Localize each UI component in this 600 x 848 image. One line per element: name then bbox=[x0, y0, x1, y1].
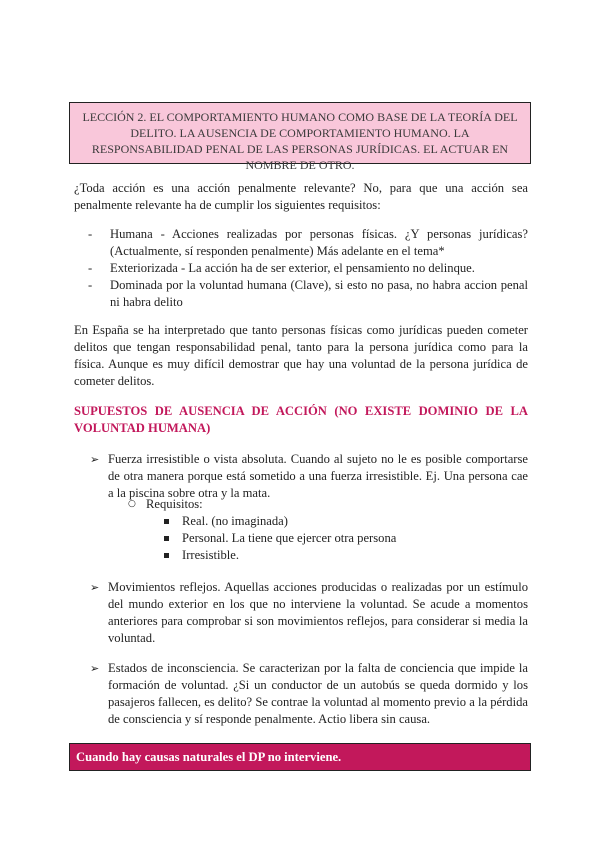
supuesto-text: Movimientos reflejos. Aquellas acciones producidas o realizadas por un estímulo del mundo exterior en los que no interviene la voluntad. Se acude a momentos anteriores para comprobar si son movimientos reflejos, para considerar si media la voluntad. bbox=[108, 580, 528, 645]
list-item-text: Exteriorizada - La acción ha de ser exterior, el pensamiento no delinque. bbox=[110, 261, 475, 275]
list-item-text: Dominada por la voluntad humana (Clave), si esto no pasa, no habra accion penal ni habra delito bbox=[110, 278, 528, 309]
list-item bbox=[74, 260, 528, 277]
arrow-bullet-icon: ➢ bbox=[90, 662, 100, 675]
list-item bbox=[74, 226, 528, 260]
list-item-text: Irresistible. bbox=[182, 548, 240, 562]
supuesto-item bbox=[90, 451, 528, 502]
section-title: SUPUESTOS DE AUSENCIA DE ACCIÓN (NO EXISTE DOMINIO DE LA VOLUNTAD HUMANA) bbox=[74, 404, 528, 435]
list-item bbox=[74, 277, 528, 311]
list-item-text: Real. (no imaginada) bbox=[182, 514, 288, 528]
supuesto-text: Estados de inconsciencia. Se caracterizan por la falta de conciencia que impide la formación de voluntad. ¿Si un conductor de un autobús se queda dormido y los pasajeros fallecen, es delito? Se contrae la voluntad al momento previo a la pérdida de consciencia y sí responde penalmente. Actio libera sin causa. bbox=[108, 661, 528, 726]
list-item bbox=[128, 513, 396, 530]
square-bullet-icon bbox=[164, 519, 169, 524]
sub-requisitos-label: Requisitos: bbox=[146, 497, 203, 511]
lesson-title: LECCIÓN 2. EL COMPORTAMIENTO HUMANO COMO BASE DE LA TEORÍA DEL DELITO. LA AUSENCIA DE COMPORTAMIENTO HUMANO. LA RESPONSABILIDAD PENAL DE LAS PERSONAS JURÍDICAS. EL ACTUAR EN NOMBRE DE OTRO. bbox=[82, 110, 518, 172]
list-item bbox=[128, 530, 396, 547]
supuesto-item bbox=[90, 660, 528, 728]
intro-paragraph: ¿Toda acción es una acción penalmente relevante? No, para que una acción sea penalmente relevante ha de cumplir los siguientes requisitos: bbox=[74, 181, 528, 212]
square-bullet-icon bbox=[164, 553, 169, 558]
arrow-bullet-icon: ➢ bbox=[90, 453, 100, 466]
lesson-title-box bbox=[69, 102, 531, 172]
dash-bullet: - bbox=[88, 261, 93, 275]
square-bullet-icon bbox=[164, 536, 169, 541]
arrow-bullet-icon: ➢ bbox=[90, 581, 100, 594]
espana-paragraph: En España se ha interpretado que tanto personas físicas como jurídicas pueden cometer delitos que tengan responsabilidad penal, tanto para la persona jurídica como para la física. Aunque es muy difícil demostrar que hay una voluntad de la persona jurídica de cometer delitos. bbox=[74, 323, 528, 388]
supuesto-item bbox=[90, 579, 528, 647]
highlight-text: Cuando hay causas naturales el DP no interviene. bbox=[76, 750, 342, 764]
dash-bullet: - bbox=[88, 227, 93, 241]
list-item-text: Personal. La tiene que ejercer otra persona bbox=[182, 531, 397, 545]
supuesto-text: Fuerza irresistible o vista absoluta. Cuando al sujeto no le es posible comportarse de otra manera porque está sometido a una fuerza irresistible. Ej. Una persona cae a la piscina sobre otra y la mata. bbox=[108, 452, 528, 500]
list-item bbox=[128, 547, 396, 564]
sub-requisitos-header bbox=[128, 496, 396, 513]
sub-requisitos bbox=[128, 496, 396, 564]
highlight-box bbox=[69, 743, 531, 771]
requisitos-list bbox=[74, 226, 528, 311]
circle-bullet-icon: ○ bbox=[128, 499, 136, 509]
dash-bullet: - bbox=[88, 278, 93, 292]
list-item-text: Humana - Acciones realizadas por personas físicas. ¿Y personas jurídicas? (Actualmente, sí responden penalmente) Más adelante en el tema* bbox=[110, 227, 528, 258]
